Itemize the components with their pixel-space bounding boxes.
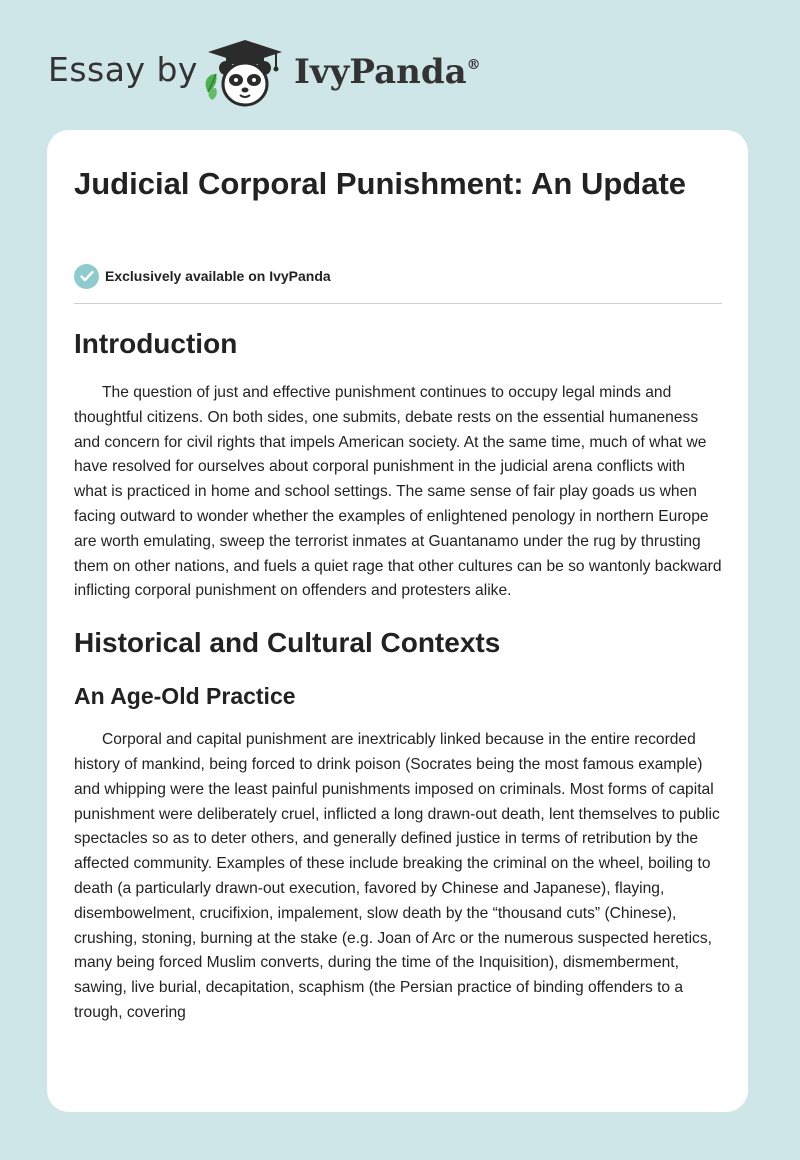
age-old-practice-paragraph: Corporal and capital punishment are inextricably linked because in the entire recorded history of mankind, being forced to drink poison (Socrates being the most famous example) and whipping were the least painful punishments imposed on criminals. Most forms of capital punishment were deliberately cruel, inflicted a long drawn-out death, lent themselves to public spectacles so as to deter others, and generally defined justice in terms of retribution by the affected community. Examples of these include breaking the criminal on the wheel, boiling to death (a particularly drawn-out execution, favored by Chinese and Japanese), flaying, disembowelment, crucifixion, impalement, slow death by the “thousand cuts” (Chinese), crushing, stoning, burning at the stake (e.g. Joan of Arc or the numerous suspected heretics, many being forced Muslim converts, during the time of the Inquisition), dismemberment, sawing, live burial, decapitation, scaphism (the Persian practice of binding offenders to a trough, covering (74, 731, 720, 1021)
essay-title: Judicial Corporal Punishment: An Update (74, 166, 687, 201)
introduction-paragraph: The question of just and effective punishment continues to occupy legal minds and thoughtful citizens. On both sides, one submits, debate rests on the essential humaneness and concern for civil rights that impels American society. At the same time, much of what we have resolved for ourselves about corporal punishment in the judicial arena conflicts with what is practiced in home and school settings. The same sense of fair play goads us when facing outward to wonder whether the examples of enlightened penology in northern Europe are worth emulating, sweep the terrorist inmates at Guantanamo under the rug by thrusting them on other nations, and fuels a quiet rage that other cultures can be so wantonly backward inflicting corporal punishment on offenders and protesters alike. (74, 384, 722, 600)
historical-contexts-heading: Historical and Cultural Contexts (74, 627, 501, 659)
exclusive-badge (74, 263, 331, 289)
divider (74, 303, 722, 304)
panda-graduate-icon (200, 34, 290, 110)
introduction-heading: Introduction (74, 328, 238, 359)
site-header (0, 0, 800, 130)
essay-body (74, 326, 722, 1026)
exclusive-text: Exclusively available on IvyPanda (105, 268, 331, 284)
essay-card (47, 130, 748, 1112)
essay-by-label: Essay by (48, 50, 198, 89)
brand-name: IvyPanda® (294, 52, 481, 92)
registered-mark: ® (466, 56, 481, 73)
check-icon (74, 264, 99, 289)
age-old-practice-heading: An Age-Old Practice (74, 683, 296, 710)
